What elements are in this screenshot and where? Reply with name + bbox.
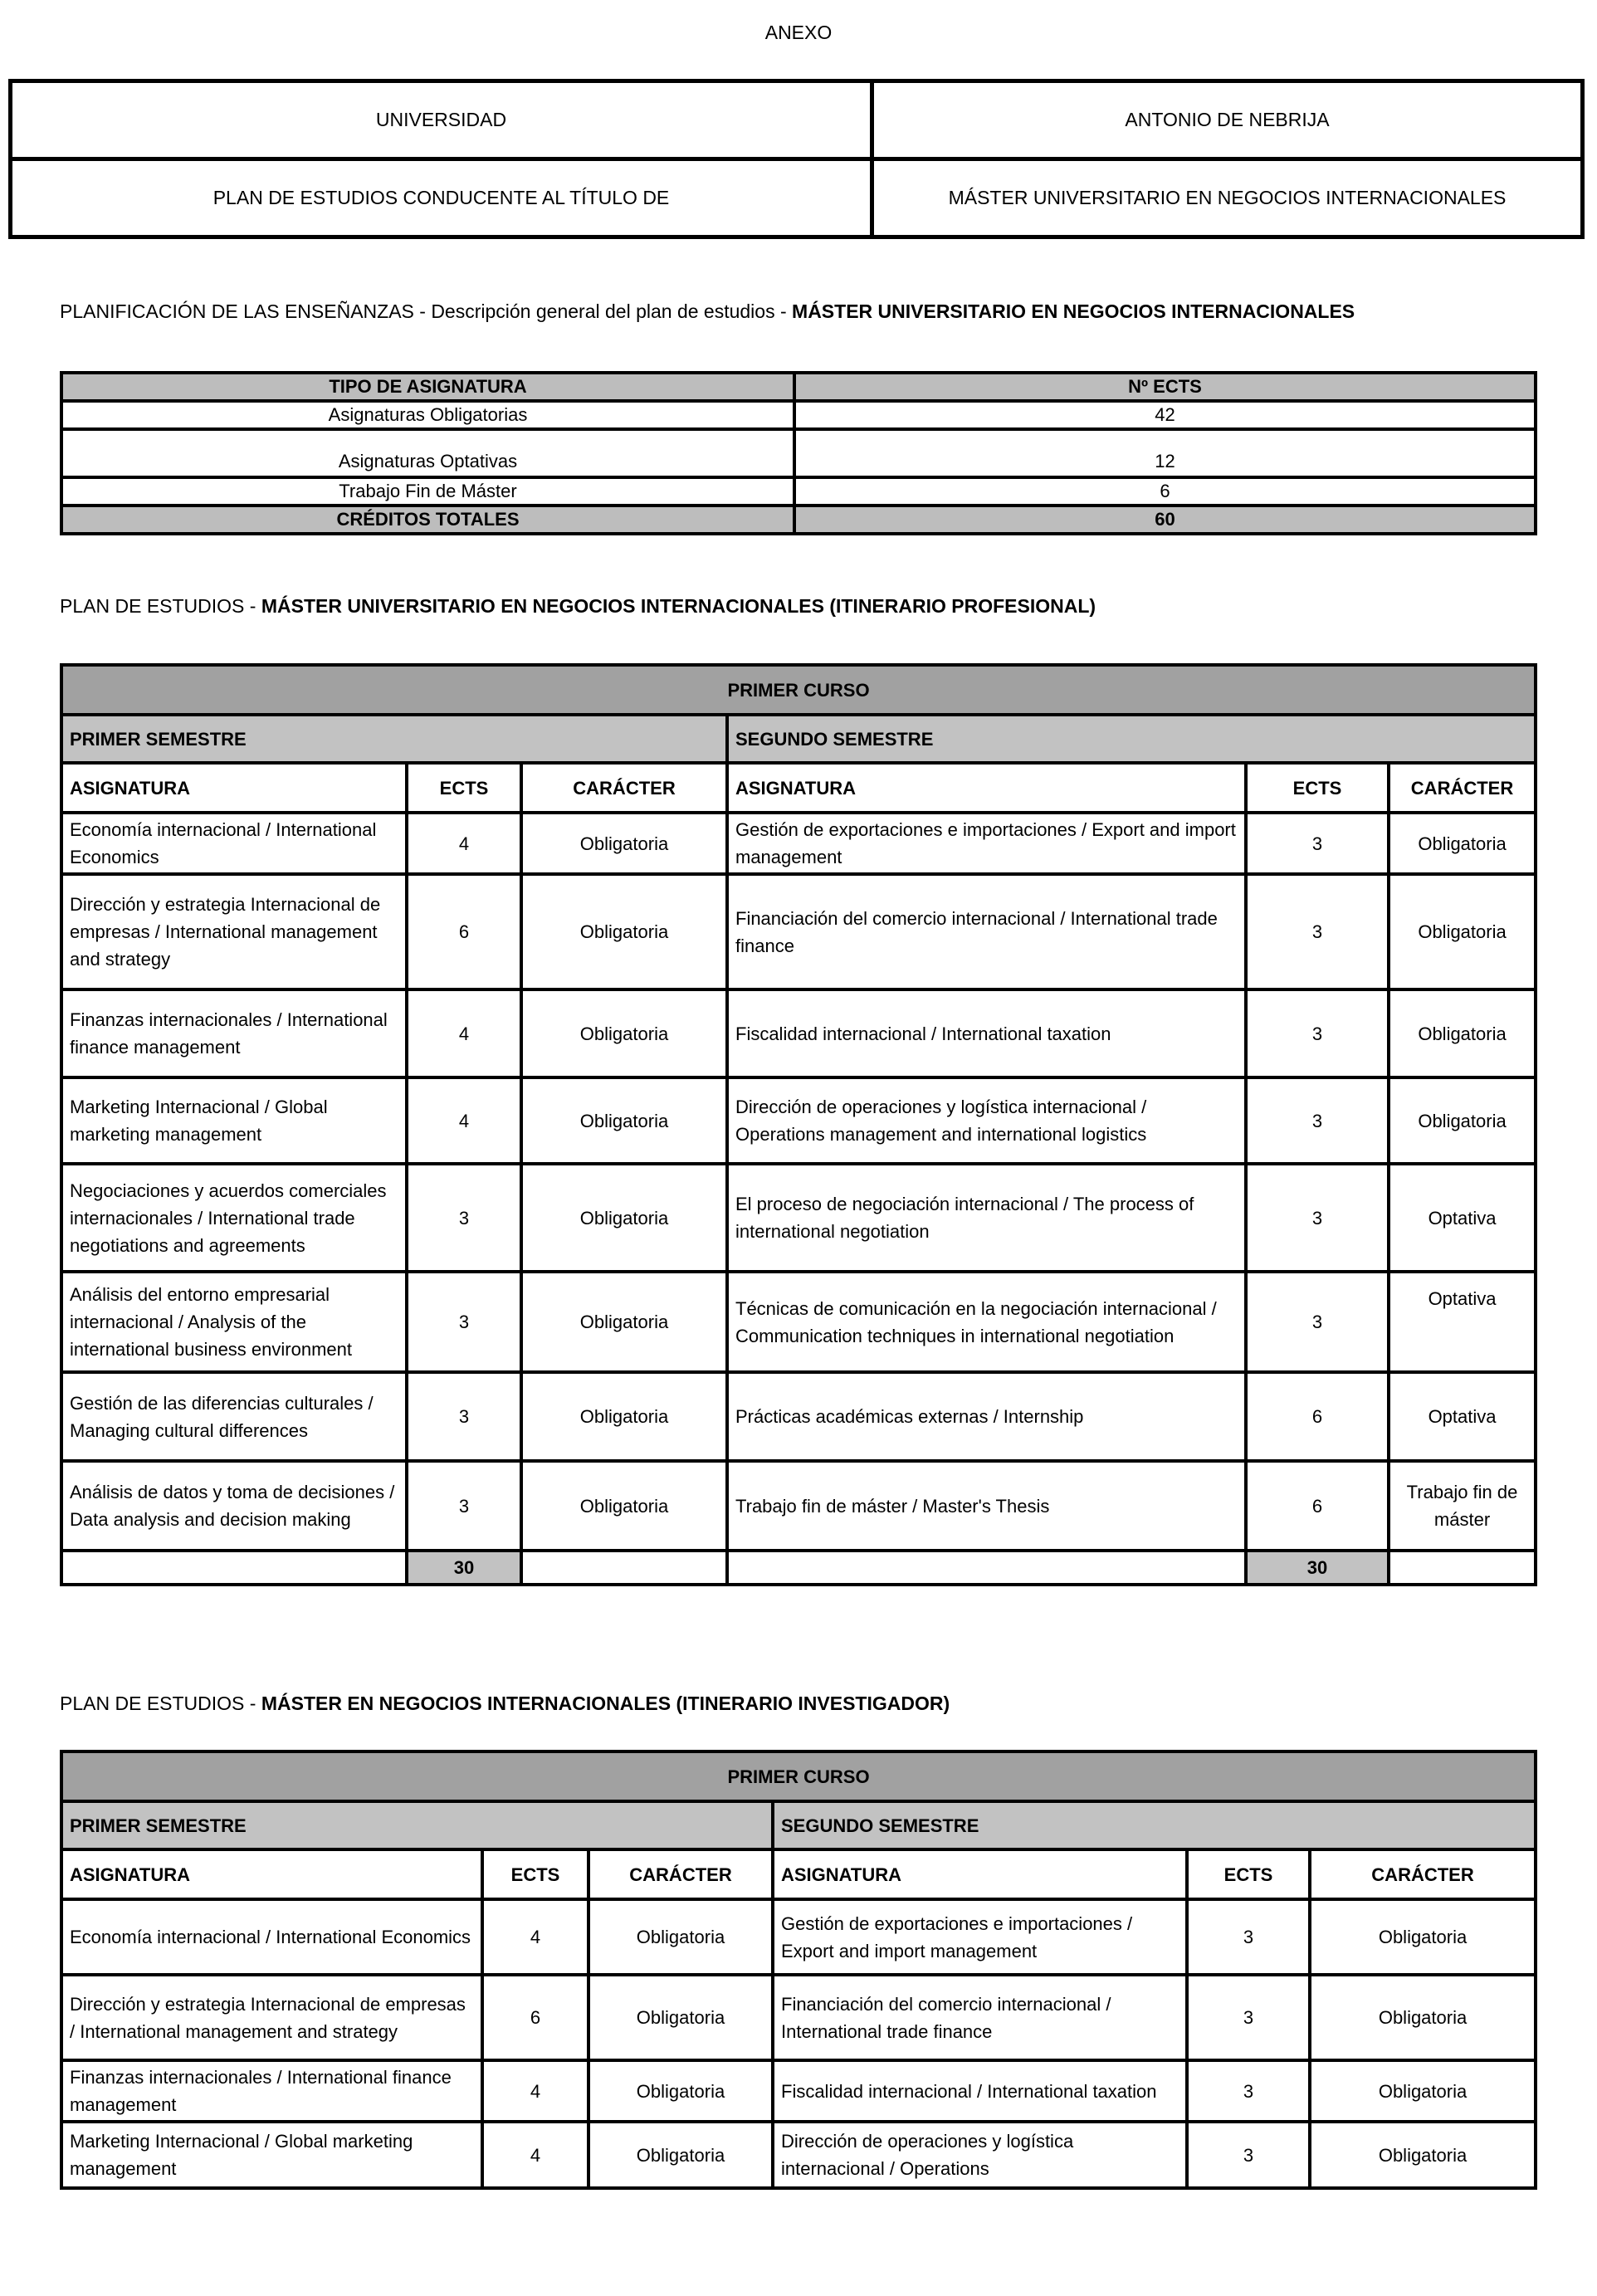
semestre2-band: SEGUNDO SEMESTRE xyxy=(773,1801,1536,1849)
plan-profesional-heading-bold: MÁSTER UNIVERSITARIO EN NEGOCIOS INTERNACIONALES (ITINERARIO PROFESIONAL) xyxy=(261,595,1096,617)
table-row xyxy=(61,1272,1536,1372)
header-table xyxy=(8,79,1585,239)
ects-cell: 4 xyxy=(407,989,521,1077)
creditos-totales-value: 60 xyxy=(794,506,1536,534)
col-caracter: CARÁCTER xyxy=(521,763,727,813)
asignatura-cell: Economía internacional / International Economics xyxy=(61,813,407,874)
caracter-cell: Obligatoria xyxy=(521,1164,727,1272)
table-row xyxy=(61,2060,1536,2122)
ects-cell: 4 xyxy=(482,2122,588,2188)
col-ects: ECTS xyxy=(1187,1849,1310,1899)
semestre1-band: PRIMER SEMESTRE xyxy=(61,715,727,763)
caracter-cell: Trabajo fin de máster xyxy=(1389,1461,1536,1551)
ects-cell: 4 xyxy=(482,1899,588,1975)
ects-cell: 6 xyxy=(794,477,1536,506)
ects-cell: 6 xyxy=(407,874,521,989)
ects-cell: 3 xyxy=(1246,1272,1389,1372)
col-asignatura: ASIGNATURA xyxy=(61,763,407,813)
ects-cell: 3 xyxy=(1187,2122,1310,2188)
caracter-cell: Obligatoria xyxy=(1310,1899,1536,1975)
planificacion-heading-bold: MÁSTER UNIVERSITARIO EN NEGOCIOS INTERNACIONALES xyxy=(792,300,1355,322)
caracter-cell: Obligatoria xyxy=(588,1975,773,2060)
table-row xyxy=(61,1801,1536,1849)
ects-cell: 3 xyxy=(407,1164,521,1272)
table-row xyxy=(61,813,1536,874)
caracter-cell: Obligatoria xyxy=(521,1077,727,1164)
table-row xyxy=(61,763,1536,813)
ects-cell: 3 xyxy=(1246,874,1389,989)
plan-investigador-heading-bold: MÁSTER EN NEGOCIOS INTERNACIONALES (ITINERARIO INVESTIGADOR) xyxy=(261,1693,950,1714)
table-row xyxy=(61,1975,1536,2060)
ects-cell: 3 xyxy=(407,1372,521,1461)
semestre2-total: 30 xyxy=(1246,1551,1389,1585)
col-asignatura: ASIGNATURA xyxy=(61,1849,482,1899)
asignatura-cell: Negociaciones y acuerdos comerciales internacionales / International trade negotiations and agreements xyxy=(61,1164,407,1272)
caracter-cell: Obligatoria xyxy=(1389,813,1536,874)
asignatura-cell: Dirección y estrategia Internacional de empresas / International management and strategy xyxy=(61,1975,482,2060)
page-title: ANEXO xyxy=(764,22,833,43)
ects-cell: 4 xyxy=(407,813,521,874)
ects-cell: 6 xyxy=(482,1975,588,2060)
caracter-cell: Obligatoria xyxy=(1389,989,1536,1077)
col-caracter: CARÁCTER xyxy=(1310,1849,1536,1899)
planificacion-heading xyxy=(60,300,1554,323)
table-row xyxy=(61,506,1536,534)
semestre1-band: PRIMER SEMESTRE xyxy=(61,1801,773,1849)
col-asignatura: ASIGNATURA xyxy=(727,763,1246,813)
ects-cell: 3 xyxy=(1246,813,1389,874)
curso-band: PRIMER CURSO xyxy=(61,1751,1536,1801)
caracter-cell: Obligatoria xyxy=(588,1899,773,1975)
empty-cell xyxy=(1389,1551,1536,1585)
creditos-totales-label: CRÉDITOS TOTALES xyxy=(61,506,794,534)
ects-col-tipo: TIPO DE ASIGNATURA xyxy=(61,373,794,401)
ects-cell: 3 xyxy=(1246,1164,1389,1272)
caracter-cell: Obligatoria xyxy=(521,1272,727,1372)
table-row xyxy=(61,1077,1536,1164)
caracter-cell: Obligatoria xyxy=(521,874,727,989)
table-row xyxy=(61,477,1536,506)
table-row xyxy=(11,81,1583,159)
caracter-cell: Obligatoria xyxy=(1310,2060,1536,2122)
empty-cell xyxy=(521,1551,727,1585)
plan-investigador-table xyxy=(60,1750,1537,2190)
asignatura-cell: El proceso de negociación internacional / The process of international negotiation xyxy=(727,1164,1246,1272)
ects-cell: 3 xyxy=(1187,1975,1310,2060)
caracter-cell: Obligatoria xyxy=(521,1461,727,1551)
ects-cell: 6 xyxy=(1246,1372,1389,1461)
table-row xyxy=(61,1751,1536,1801)
caracter-cell: Optativa xyxy=(1389,1164,1536,1272)
asignatura-cell: Marketing Internacional / Global marketing management xyxy=(61,1077,407,1164)
asignatura-cell: Análisis de datos y toma de decisiones / Data analysis and decision making xyxy=(61,1461,407,1551)
ects-cell: 4 xyxy=(482,2060,588,2122)
table-row xyxy=(61,1899,1536,1975)
table-row xyxy=(61,665,1536,715)
semestre2-band: SEGUNDO SEMESTRE xyxy=(727,715,1536,763)
col-caracter: CARÁCTER xyxy=(588,1849,773,1899)
asignatura-cell: Trabajo fin de máster / Master's Thesis xyxy=(727,1461,1246,1551)
tipo-cell: Asignaturas Obligatorias xyxy=(61,401,794,429)
table-row xyxy=(61,1849,1536,1899)
asignatura-cell: Dirección de operaciones y logística internacional / Operations xyxy=(773,2122,1187,2188)
ects-cell: 42 xyxy=(794,401,1536,429)
ects-cell: 3 xyxy=(407,1461,521,1551)
col-caracter: CARÁCTER xyxy=(1389,763,1536,813)
asignatura-cell: Análisis del entorno empresarial internacional / Analysis of the international business environment xyxy=(61,1272,407,1372)
asignatura-cell: Dirección y estrategia Internacional de empresas / International management and strategy xyxy=(61,874,407,989)
ects-col-ects: Nº ECTS xyxy=(794,373,1536,401)
table-row xyxy=(61,401,1536,429)
tipo-cell: Asignaturas Optativas xyxy=(61,429,794,477)
tipo-cell: Trabajo Fin de Máster xyxy=(61,477,794,506)
ects-summary-table xyxy=(60,371,1537,535)
empty-cell xyxy=(61,1551,407,1585)
table-row xyxy=(61,989,1536,1077)
table-row xyxy=(61,1461,1536,1551)
asignatura-cell: Técnicas de comunicación en la negociación internacional / Communication techniques in international negotiation xyxy=(727,1272,1246,1372)
asignatura-cell: Gestión de exportaciones e importaciones / Export and import management xyxy=(727,813,1246,874)
ects-cell: 12 xyxy=(794,429,1536,477)
caracter-cell: Obligatoria xyxy=(1310,2122,1536,2188)
table-row xyxy=(61,1164,1536,1272)
caracter-cell: Obligatoria xyxy=(1389,1077,1536,1164)
header-label-plan: PLAN DE ESTUDIOS CONDUCENTE AL TÍTULO DE xyxy=(11,159,872,237)
plan-profesional-table xyxy=(60,663,1537,1586)
asignatura-cell: Fiscalidad internacional / International taxation xyxy=(727,989,1246,1077)
table-row xyxy=(61,429,1536,477)
table-row xyxy=(61,1372,1536,1461)
asignatura-cell: Finanzas internacionales / International finance management xyxy=(61,989,407,1077)
asignatura-cell: Fiscalidad internacional / International taxation xyxy=(773,2060,1187,2122)
ects-cell: 3 xyxy=(1187,1899,1310,1975)
asignatura-cell: Financiación del comercio internacional / International trade finance xyxy=(727,874,1246,989)
ects-cell: 4 xyxy=(407,1077,521,1164)
ects-cell: 3 xyxy=(1246,1077,1389,1164)
plan-profesional-heading xyxy=(60,595,1554,618)
header-value-universidad: ANTONIO DE NEBRIJA xyxy=(872,81,1583,159)
table-row xyxy=(61,715,1536,763)
caracter-cell: Optativa xyxy=(1389,1372,1536,1461)
plan-investigador-heading xyxy=(60,1693,1554,1715)
curso-band: PRIMER CURSO xyxy=(61,665,1536,715)
caracter-cell: Obligatoria xyxy=(1310,1975,1536,2060)
planificacion-heading-prefix: PLANIFICACIÓN DE LAS ENSEÑANZAS - Descripción general del plan de estudios - xyxy=(60,300,793,322)
asignatura-cell: Dirección de operaciones y logística internacional / Operations management and international logistics xyxy=(727,1077,1246,1164)
ects-cell: 3 xyxy=(1246,989,1389,1077)
caracter-cell: Obligatoria xyxy=(588,2122,773,2188)
header-label-universidad: UNIVERSIDAD xyxy=(11,81,872,159)
header-value-plan: MÁSTER UNIVERSITARIO EN NEGOCIOS INTERNACIONALES xyxy=(872,159,1583,237)
plan-profesional-heading-prefix: PLAN DE ESTUDIOS - xyxy=(60,595,261,617)
ects-cell: 3 xyxy=(407,1272,521,1372)
col-ects: ECTS xyxy=(482,1849,588,1899)
semestre1-total: 30 xyxy=(407,1551,521,1585)
col-asignatura: ASIGNATURA xyxy=(773,1849,1187,1899)
table-row xyxy=(61,1551,1536,1585)
plan-investigador-heading-prefix: PLAN DE ESTUDIOS - xyxy=(60,1693,261,1714)
caracter-cell: Optativa xyxy=(1389,1272,1536,1372)
ects-cell: 6 xyxy=(1246,1461,1389,1551)
table-row xyxy=(61,874,1536,989)
caracter-cell: Obligatoria xyxy=(521,1372,727,1461)
asignatura-cell: Economía internacional / International Economics xyxy=(61,1899,482,1975)
table-row xyxy=(61,373,1536,401)
col-ects: ECTS xyxy=(407,763,521,813)
ects-cell: 3 xyxy=(1187,2060,1310,2122)
caracter-cell: Obligatoria xyxy=(521,813,727,874)
page xyxy=(0,22,1597,2190)
empty-cell xyxy=(727,1551,1246,1585)
asignatura-cell: Financiación del comercio internacional / International trade finance xyxy=(773,1975,1187,2060)
asignatura-cell: Gestión de exportaciones e importaciones / Export and import management xyxy=(773,1899,1187,1975)
col-ects: ECTS xyxy=(1246,763,1389,813)
caracter-cell: Obligatoria xyxy=(588,2060,773,2122)
table-row xyxy=(11,159,1583,237)
asignatura-cell: Finanzas internacionales / International finance management xyxy=(61,2060,482,2122)
table-row xyxy=(61,2122,1536,2188)
asignatura-cell: Prácticas académicas externas / Internship xyxy=(727,1372,1246,1461)
asignatura-cell: Gestión de las diferencias culturales / Managing cultural differences xyxy=(61,1372,407,1461)
asignatura-cell: Marketing Internacional / Global marketing management xyxy=(61,2122,482,2188)
caracter-cell: Obligatoria xyxy=(521,989,727,1077)
caracter-cell: Obligatoria xyxy=(1389,874,1536,989)
